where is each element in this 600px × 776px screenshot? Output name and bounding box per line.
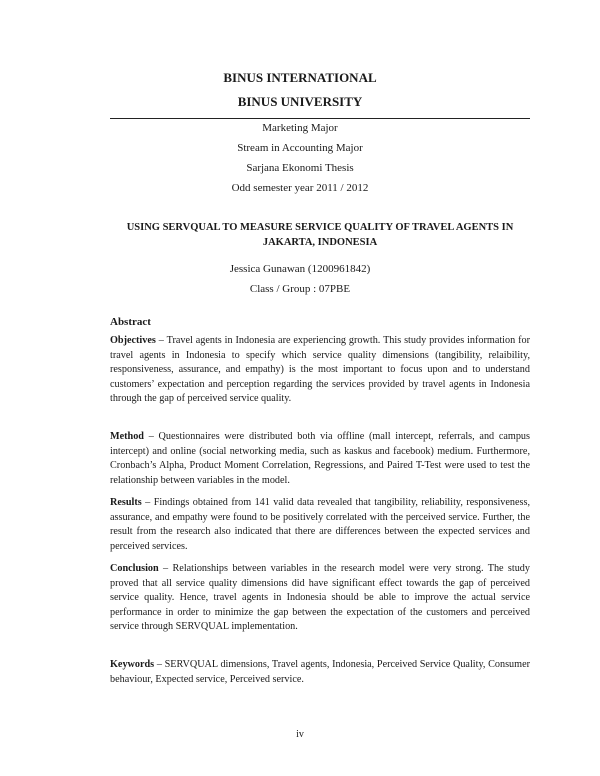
keywords-text: – SERVQUAL dimensions, Travel agents, Indonesia, Perceived Service Quality, Consumer behaviour, Expected service, Perceived service. — [110, 659, 530, 685]
author-name: Jessica Gunawan (1200961842) — [229, 263, 371, 275]
page-number: iv — [296, 729, 304, 740]
thesis-title: USING SERVQUAL TO MEASURE SERVICE QUALITY OF TRAVEL AGENTS IN JAKARTA, INDONESIA — [126, 222, 514, 248]
keywords-paragraph — [110, 658, 530, 687]
major-line: Marketing Major — [262, 122, 338, 134]
method-text: – Questionnaires were distributed both via offline (mall intercept, referrals, and campus intercept) and online (social networking media, such as kaskus and facebook) medium. Furthermore, Cronbach’s Alpha, Product Moment Correlation, Regressions, and Paired T-Test were used to test the relationship between variables in the model. — [110, 431, 530, 486]
objectives-text: – Travel agents in Indonesia are experiencing growth. This study provides information for travel agents in Indonesia to specify which service quality dimensions (tangibility, relaibility, responsiveness, assurance, and empathy) is the most important to focus upon and to understand customers’ expectation and perception regarding the services provided by travel agents in Indonesia through the gap of perceived service quality. — [110, 335, 530, 405]
conclusion-label: Conclusion — [110, 563, 159, 574]
objectives-paragraph — [110, 334, 530, 407]
objectives-label: Objectives — [110, 335, 156, 346]
thesis-line: Sarjana Ekonomi Thesis — [246, 162, 354, 174]
method-label: Method — [110, 431, 144, 442]
university-name: BINUS UNIVERSITY — [237, 94, 363, 109]
conclusion-text: – Relationships between variables in the research model were very strong. The study proved that all service quality dimensions did have significant effect towards the gap of perceived service quality. Hence, travel agents in Indonesia should be able to improve the actual service performance in order to minimize the gap between the expectation of the customers and perceived service through SERVQUAL implementation. — [110, 563, 530, 633]
header-divider — [110, 118, 530, 119]
author-class: Class / Group : 07PBE — [249, 283, 351, 295]
stream-line: Stream in Accounting Major — [237, 142, 363, 154]
abstract-heading: Abstract — [110, 316, 151, 328]
keywords-label: Keywords — [110, 659, 155, 670]
conclusion-paragraph — [110, 562, 530, 635]
results-paragraph — [110, 496, 530, 554]
results-text: – Findings obtained from 141 valid data revealed that tangibility, reliability, responsiveness, assurance, and empathy were found to be positively correlated with the perceived service. Further, the result from the research also indicated that there are differences between the expected services and perceived services. — [110, 497, 530, 552]
method-paragraph — [110, 430, 530, 488]
results-label: Results — [110, 497, 142, 508]
institution-name: BINUS INTERNATIONAL — [223, 70, 377, 85]
semester-line: Odd semester year 2011 / 2012 — [231, 182, 369, 194]
